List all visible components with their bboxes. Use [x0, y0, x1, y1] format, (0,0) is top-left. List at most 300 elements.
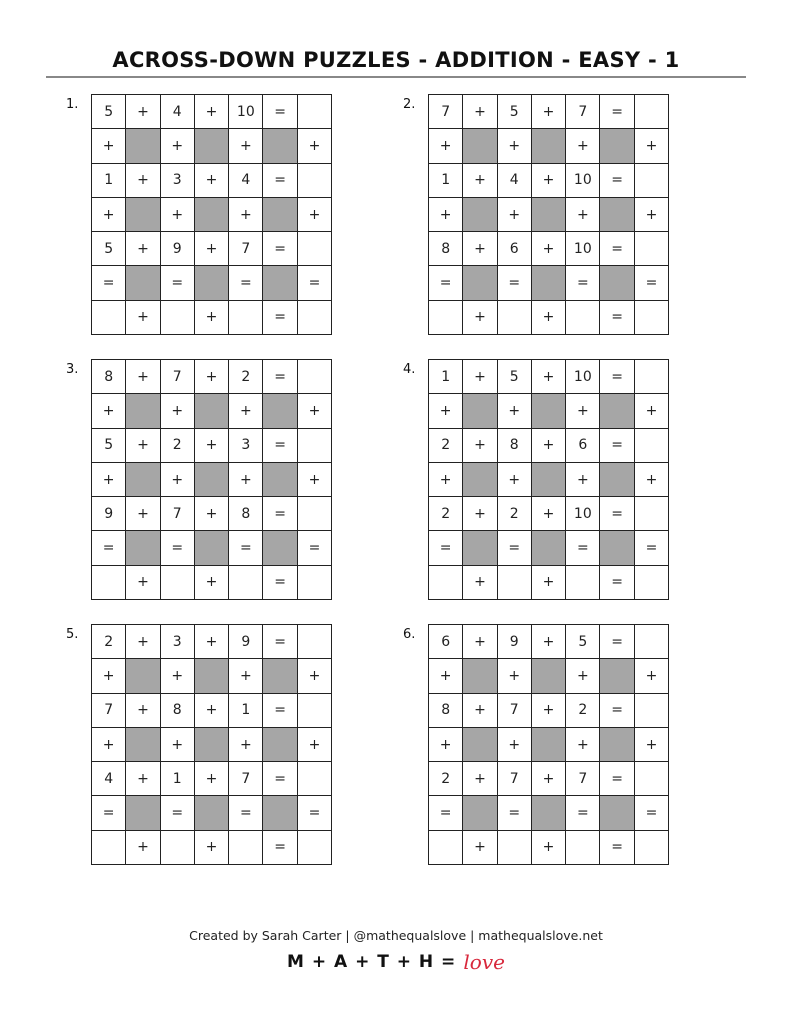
plus-sign: + — [532, 625, 566, 659]
equals-sign: = — [635, 531, 669, 565]
plus-sign: + — [532, 429, 566, 463]
number-cell: 4 — [92, 762, 126, 796]
shaded-cell — [463, 129, 497, 163]
shaded-cell — [600, 659, 634, 693]
plus-sign: + — [229, 394, 263, 428]
answer-cell[interactable] — [635, 360, 669, 394]
answer-cell[interactable] — [635, 95, 669, 129]
number-cell: 2 — [498, 497, 532, 531]
number-cell: 10 — [566, 360, 600, 394]
shaded-cell — [263, 266, 297, 300]
puzzle-grid — [91, 624, 332, 865]
plus-sign: + — [126, 95, 160, 129]
number-cell: 6 — [429, 625, 463, 659]
shaded-cell — [532, 659, 566, 693]
number-cell: 5 — [498, 360, 532, 394]
plus-sign: + — [463, 164, 497, 198]
shaded-cell — [463, 728, 497, 762]
number-cell: 2 — [429, 429, 463, 463]
number-cell: 5 — [498, 95, 532, 129]
plus-sign: + — [126, 360, 160, 394]
plus-sign: + — [195, 831, 229, 865]
number-cell: 8 — [429, 694, 463, 728]
equals-sign: = — [600, 301, 634, 335]
plus-sign: + — [532, 694, 566, 728]
plus-sign: + — [498, 728, 532, 762]
plus-sign: + — [92, 198, 126, 232]
shaded-cell — [600, 531, 634, 565]
shaded-cell — [126, 659, 160, 693]
answer-cell[interactable] — [635, 232, 669, 266]
plus-sign: + — [195, 95, 229, 129]
equals-sign: = — [263, 831, 297, 865]
shaded-cell — [532, 463, 566, 497]
shaded-cell — [126, 796, 160, 830]
plus-sign: + — [92, 728, 126, 762]
number-cell: 5 — [92, 232, 126, 266]
plus-sign: + — [126, 831, 160, 865]
shaded-cell — [600, 394, 634, 428]
shaded-cell — [195, 796, 229, 830]
answer-cell[interactable] — [298, 694, 332, 728]
shaded-cell — [195, 463, 229, 497]
answer-cell[interactable] — [635, 831, 669, 865]
shaded-cell — [532, 796, 566, 830]
shaded-cell — [263, 728, 297, 762]
plus-sign: + — [635, 728, 669, 762]
plus-sign: + — [195, 625, 229, 659]
shaded-cell — [126, 531, 160, 565]
equals-sign: = — [263, 164, 297, 198]
shaded-cell — [263, 463, 297, 497]
answer-cell[interactable] — [635, 566, 669, 600]
shaded-cell — [195, 266, 229, 300]
plus-sign: + — [498, 659, 532, 693]
answer-cell[interactable] — [498, 566, 532, 600]
shaded-cell — [600, 728, 634, 762]
answer-cell[interactable] — [92, 831, 126, 865]
number-cell: 3 — [161, 625, 195, 659]
answer-cell[interactable] — [229, 301, 263, 335]
number-cell: 10 — [566, 232, 600, 266]
puzzle-grid — [91, 94, 332, 335]
plus-sign: + — [126, 429, 160, 463]
equals-sign: = — [92, 796, 126, 830]
puzzle-number: 4. — [403, 362, 416, 377]
equals-sign: = — [600, 497, 634, 531]
plus-sign: + — [463, 232, 497, 266]
answer-cell[interactable] — [298, 301, 332, 335]
number-cell: 8 — [161, 694, 195, 728]
shaded-cell — [195, 198, 229, 232]
shaded-cell — [263, 198, 297, 232]
plus-sign: + — [463, 497, 497, 531]
plus-sign: + — [229, 659, 263, 693]
puzzle-grid — [428, 624, 669, 865]
answer-cell[interactable] — [92, 301, 126, 335]
plus-sign: + — [498, 394, 532, 428]
number-cell: 2 — [429, 497, 463, 531]
plus-sign: + — [566, 198, 600, 232]
plus-sign: + — [463, 360, 497, 394]
plus-sign: + — [429, 394, 463, 428]
puzzle-number: 5. — [66, 627, 79, 642]
answer-cell[interactable] — [635, 164, 669, 198]
number-cell: 6 — [566, 429, 600, 463]
answer-cell[interactable] — [161, 831, 195, 865]
shaded-cell — [195, 659, 229, 693]
puzzle-grid — [91, 359, 332, 600]
shaded-cell — [195, 129, 229, 163]
answer-cell[interactable] — [298, 232, 332, 266]
puzzle-number: 6. — [403, 627, 416, 642]
shaded-cell — [463, 266, 497, 300]
plus-sign: + — [429, 659, 463, 693]
answer-cell[interactable] — [298, 360, 332, 394]
number-cell: 8 — [229, 497, 263, 531]
answer-cell[interactable] — [161, 301, 195, 335]
plus-sign: + — [195, 497, 229, 531]
number-cell: 8 — [92, 360, 126, 394]
plus-sign: + — [298, 463, 332, 497]
equals-sign: = — [566, 796, 600, 830]
shaded-cell — [532, 266, 566, 300]
equals-sign: = — [600, 232, 634, 266]
number-cell: 7 — [566, 95, 600, 129]
answer-cell[interactable] — [635, 301, 669, 335]
number-cell: 7 — [498, 762, 532, 796]
number-cell: 1 — [229, 694, 263, 728]
plus-sign: + — [463, 831, 497, 865]
plus-sign: + — [463, 625, 497, 659]
equals-sign: = — [298, 531, 332, 565]
equals-sign: = — [161, 266, 195, 300]
answer-cell[interactable] — [566, 566, 600, 600]
plus-sign: + — [161, 659, 195, 693]
number-cell: 9 — [92, 497, 126, 531]
plus-sign: + — [298, 728, 332, 762]
plus-sign: + — [161, 198, 195, 232]
equals-sign: = — [600, 360, 634, 394]
plus-sign: + — [429, 198, 463, 232]
equals-sign: = — [263, 232, 297, 266]
plus-sign: + — [195, 429, 229, 463]
plus-sign: + — [161, 129, 195, 163]
answer-cell[interactable] — [298, 95, 332, 129]
answer-cell[interactable] — [429, 301, 463, 335]
shaded-cell — [600, 796, 634, 830]
number-cell: 10 — [566, 164, 600, 198]
number-cell: 2 — [566, 694, 600, 728]
plus-sign: + — [566, 463, 600, 497]
equals-sign: = — [635, 796, 669, 830]
equals-sign: = — [600, 164, 634, 198]
answer-cell[interactable] — [635, 762, 669, 796]
number-cell: 7 — [229, 232, 263, 266]
plus-sign: + — [429, 728, 463, 762]
answer-cell[interactable] — [635, 497, 669, 531]
equals-sign: = — [498, 266, 532, 300]
equals-sign: = — [92, 531, 126, 565]
plus-sign: + — [498, 198, 532, 232]
plus-sign: + — [498, 463, 532, 497]
number-cell: 6 — [498, 232, 532, 266]
number-cell: 4 — [229, 164, 263, 198]
number-cell: 7 — [229, 762, 263, 796]
number-cell: 8 — [429, 232, 463, 266]
number-cell: 5 — [92, 429, 126, 463]
plus-sign: + — [532, 566, 566, 600]
answer-cell[interactable] — [498, 831, 532, 865]
plus-sign: + — [532, 164, 566, 198]
shaded-cell — [463, 463, 497, 497]
answer-cell[interactable] — [161, 566, 195, 600]
plus-sign: + — [463, 429, 497, 463]
plus-sign: + — [635, 394, 669, 428]
answer-cell[interactable] — [298, 566, 332, 600]
equals-sign: = — [600, 694, 634, 728]
number-cell: 4 — [161, 95, 195, 129]
plus-sign: + — [195, 360, 229, 394]
shaded-cell — [463, 796, 497, 830]
plus-sign: + — [92, 659, 126, 693]
plus-sign: + — [195, 694, 229, 728]
answer-cell[interactable] — [298, 831, 332, 865]
number-cell: 1 — [92, 164, 126, 198]
equals-sign: = — [229, 796, 263, 830]
plus-sign: + — [532, 497, 566, 531]
equals-sign: = — [229, 266, 263, 300]
number-cell: 1 — [429, 360, 463, 394]
answer-cell[interactable] — [635, 694, 669, 728]
shaded-cell — [532, 531, 566, 565]
equals-sign: = — [566, 266, 600, 300]
number-cell: 7 — [566, 762, 600, 796]
plus-sign: + — [195, 301, 229, 335]
plus-sign: + — [635, 129, 669, 163]
shaded-cell — [126, 198, 160, 232]
shaded-cell — [263, 394, 297, 428]
shaded-cell — [263, 531, 297, 565]
equals-sign: = — [263, 360, 297, 394]
equals-sign: = — [298, 796, 332, 830]
shaded-cell — [463, 198, 497, 232]
equals-sign: = — [635, 266, 669, 300]
number-cell: 5 — [92, 95, 126, 129]
equals-sign: = — [600, 625, 634, 659]
plus-sign: + — [298, 129, 332, 163]
plus-sign: + — [92, 129, 126, 163]
equals-sign: = — [263, 497, 297, 531]
plus-sign: + — [635, 659, 669, 693]
answer-cell[interactable] — [635, 625, 669, 659]
plus-sign: + — [635, 198, 669, 232]
shaded-cell — [463, 531, 497, 565]
page-title: ACROSS-DOWN PUZZLES - ADDITION - EASY - 1 — [112, 48, 680, 72]
plus-sign: + — [635, 463, 669, 497]
equals-sign: = — [600, 95, 634, 129]
answer-cell[interactable] — [298, 625, 332, 659]
shaded-cell — [195, 728, 229, 762]
answer-cell[interactable] — [92, 566, 126, 600]
shaded-cell — [126, 463, 160, 497]
answer-cell[interactable] — [635, 429, 669, 463]
logo-love-script: love — [463, 950, 505, 974]
math-equals-love-logo — [0, 950, 792, 974]
shaded-cell — [532, 728, 566, 762]
number-cell: 9 — [229, 625, 263, 659]
equals-sign: = — [600, 566, 634, 600]
shaded-cell — [532, 198, 566, 232]
plus-sign: + — [229, 129, 263, 163]
puzzle-grid — [428, 94, 669, 335]
shaded-cell — [532, 129, 566, 163]
answer-cell[interactable] — [298, 429, 332, 463]
puzzle-grid — [428, 359, 669, 600]
equals-sign: = — [161, 531, 195, 565]
plus-sign: + — [126, 164, 160, 198]
plus-sign: + — [161, 463, 195, 497]
plus-sign: + — [126, 762, 160, 796]
answer-cell[interactable] — [298, 762, 332, 796]
plus-sign: + — [92, 394, 126, 428]
plus-sign: + — [532, 360, 566, 394]
equals-sign: = — [263, 762, 297, 796]
number-cell: 10 — [229, 95, 263, 129]
plus-sign: + — [126, 232, 160, 266]
plus-sign: + — [532, 301, 566, 335]
number-cell: 10 — [566, 497, 600, 531]
equals-sign: = — [429, 266, 463, 300]
equals-sign: = — [161, 796, 195, 830]
number-cell: 7 — [92, 694, 126, 728]
plus-sign: + — [126, 694, 160, 728]
number-cell: 3 — [161, 164, 195, 198]
equals-sign: = — [600, 831, 634, 865]
shaded-cell — [532, 394, 566, 428]
equals-sign: = — [263, 301, 297, 335]
plus-sign: + — [566, 129, 600, 163]
number-cell: 7 — [161, 360, 195, 394]
plus-sign: + — [532, 831, 566, 865]
equals-sign: = — [229, 531, 263, 565]
plus-sign: + — [126, 497, 160, 531]
shaded-cell — [600, 198, 634, 232]
equals-sign: = — [498, 531, 532, 565]
number-cell: 1 — [161, 762, 195, 796]
shaded-cell — [126, 266, 160, 300]
plus-sign: + — [195, 762, 229, 796]
number-cell: 8 — [498, 429, 532, 463]
equals-sign: = — [263, 625, 297, 659]
equals-sign: = — [263, 694, 297, 728]
puzzle-number: 1. — [66, 97, 79, 112]
answer-cell[interactable] — [229, 831, 263, 865]
number-cell: 7 — [429, 95, 463, 129]
plus-sign: + — [463, 762, 497, 796]
equals-sign: = — [429, 531, 463, 565]
plus-sign: + — [229, 463, 263, 497]
shaded-cell — [126, 728, 160, 762]
shaded-cell — [600, 266, 634, 300]
number-cell: 2 — [229, 360, 263, 394]
plus-sign: + — [298, 394, 332, 428]
plus-sign: + — [463, 301, 497, 335]
answer-cell[interactable] — [429, 566, 463, 600]
answer-cell[interactable] — [298, 164, 332, 198]
plus-sign: + — [298, 198, 332, 232]
equals-sign: = — [600, 762, 634, 796]
plus-sign: + — [532, 232, 566, 266]
number-cell: 3 — [229, 429, 263, 463]
plus-sign: + — [126, 301, 160, 335]
plus-sign: + — [126, 625, 160, 659]
answer-cell[interactable] — [298, 497, 332, 531]
number-cell: 7 — [161, 497, 195, 531]
puzzle-number: 2. — [403, 97, 416, 112]
equals-sign: = — [566, 531, 600, 565]
answer-cell[interactable] — [429, 831, 463, 865]
plus-sign: + — [463, 95, 497, 129]
answer-cell[interactable] — [566, 301, 600, 335]
plus-sign: + — [532, 95, 566, 129]
credits-line: Created by Sarah Carter | @mathequalslove | mathequalslove.net — [189, 928, 603, 943]
plus-sign: + — [126, 566, 160, 600]
equals-sign: = — [298, 266, 332, 300]
number-cell: 1 — [429, 164, 463, 198]
shaded-cell — [195, 394, 229, 428]
equals-sign: = — [263, 95, 297, 129]
shaded-cell — [600, 463, 634, 497]
shaded-cell — [126, 394, 160, 428]
shaded-cell — [195, 531, 229, 565]
plus-sign: + — [195, 232, 229, 266]
plus-sign: + — [498, 129, 532, 163]
plus-sign: + — [298, 659, 332, 693]
equals-sign: = — [429, 796, 463, 830]
plus-sign: + — [195, 566, 229, 600]
shaded-cell — [263, 796, 297, 830]
equals-sign: = — [263, 429, 297, 463]
answer-cell[interactable] — [498, 301, 532, 335]
answer-cell[interactable] — [566, 831, 600, 865]
equals-sign: = — [600, 429, 634, 463]
plus-sign: + — [92, 463, 126, 497]
plus-sign: + — [463, 694, 497, 728]
equals-sign: = — [263, 566, 297, 600]
shaded-cell — [463, 394, 497, 428]
plus-sign: + — [161, 728, 195, 762]
plus-sign: + — [195, 164, 229, 198]
answer-cell[interactable] — [229, 566, 263, 600]
plus-sign: + — [229, 728, 263, 762]
logo-text: M + A + T + H = — [287, 952, 457, 972]
number-cell: 2 — [161, 429, 195, 463]
shaded-cell — [263, 659, 297, 693]
number-cell: 9 — [498, 625, 532, 659]
plus-sign: + — [429, 129, 463, 163]
number-cell: 5 — [566, 625, 600, 659]
number-cell: 4 — [498, 164, 532, 198]
title-divider — [46, 76, 746, 78]
equals-sign: = — [498, 796, 532, 830]
number-cell: 9 — [161, 232, 195, 266]
number-cell: 7 — [498, 694, 532, 728]
plus-sign: + — [463, 566, 497, 600]
plus-sign: + — [532, 762, 566, 796]
equals-sign: = — [92, 266, 126, 300]
shaded-cell — [463, 659, 497, 693]
